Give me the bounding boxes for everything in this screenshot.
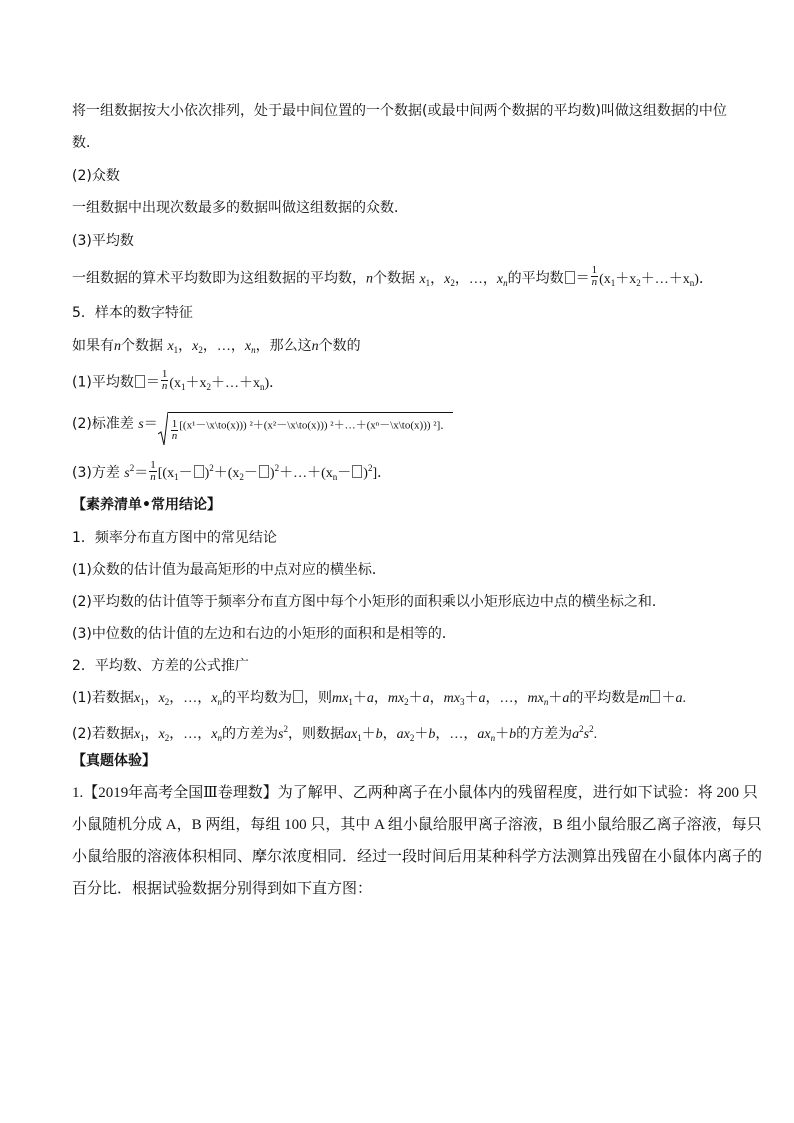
conclusion-mean: (2)平均数的估计值等于频率分布直方图中每个小矩形的面积乘以小矩形底边中点的横坐标之和． (72, 594, 666, 610)
x-bar-placeholder-icon (565, 271, 575, 284)
formula-generalization-heading: 2．平均数、方差的公式推广 (72, 658, 249, 674)
generalization-mean: (1)若数据$x_1$，$x_2$，…，$x_n$的平均数为 ，则$mx_1+a$，$mx_2+a$，$mx_3+a$，…，$mx_n+a$的平均数是m ＋a. (72, 690, 686, 707)
sample-intro: 如果有n个数据 $x_1$，$x_2$，…，$x_n$，那么这n个数的 (72, 338, 361, 355)
std-dev-formula: (2)标准差 s＝ $\frac{1}{n}$ [(x¹－\x\to(x))) ²＋(x²－\x\to(x))) ²＋…＋(xⁿ－\x\to(x))) ²]． (72, 412, 453, 436)
conclusion-mode: (1)众数的估计值为最高矩形的中点对应的横坐标． (72, 562, 386, 578)
exam-question-line-4: 百分比．根据试验数据分别得到如下直方图： (72, 881, 373, 897)
conclusion-median: (3)中位数的估计值的左边和右边的小矩形的面积和是相等的． (72, 626, 456, 642)
median-text-line-1: 将一组数据按大小依次排列，处于最中间位置的一个数据(或最中间两个数据的平均数)叫做这组数据的中位 (72, 103, 727, 119)
x-bar-placeholder-icon (650, 690, 660, 703)
exam-question-line-2: 小鼠随机分成 A，B 两组，每组 100 只，其中 A 组小鼠给服甲离子溶液，B 组小鼠给服乙离子溶液，每只 (72, 817, 762, 833)
exam-heading: 【真题体验】 (72, 753, 156, 769)
exam-question-line-1: 1.【2019年高考全国Ⅲ卷理数】为了解甲、乙两种离子在小鼠体内的残留程度，进行如下试验：将 200 只 (72, 785, 758, 801)
x-bar-placeholder-icon (352, 465, 362, 478)
exam-question-line-3: 小鼠给服的溶液体积相同、摩尔浓度相同．经过一段时间后用某种科学方法测算出残留在小鼠体内离子的 (72, 849, 763, 865)
fraction-1-over-n: $\frac{1}{n}$ (171, 418, 178, 442)
generalization-variance: (2)若数据$x_1$，$x_2$，…，$x_n$的方差为$s^2$，则数据$ax_1+b$，$ax_2+b$，…，$ax_n+b$的方差为$a^2s^2$. (72, 724, 598, 743)
x-bar-placeholder-icon (135, 375, 145, 388)
fraction-1-over-n: $\frac{1}{n}$ (591, 264, 598, 288)
histogram-conclusions-heading: 1．频率分布直方图中的常见结论 (72, 530, 277, 546)
fraction-1-over-n: $\frac{1}{n}$ (161, 368, 168, 392)
mode-heading: (2)众数 (72, 168, 120, 184)
radical-icon (158, 412, 168, 446)
x-bar-placeholder-icon (259, 465, 269, 478)
x-bar-placeholder-icon (293, 690, 303, 703)
mode-definition: 一组数据中出现次数最多的数据叫做这组数据的众数． (72, 200, 408, 216)
sample-mean-formula: (1)平均数 ＝ $\frac{1}{n}$ $(x_1+x_2+\dots+x_n)$． (72, 368, 284, 392)
mean-definition: 一组数据的算术平均数即为这组数据的平均数，n个数据 $x_1$，$x_2$，…，$x_n$的平均数 ＝ $\frac{1}{n}$ $(x_1+x_2+\dots+x_n)$． (72, 264, 713, 288)
mean-heading: (3)平均数 (72, 233, 134, 249)
sample-heading: 5．样本的数字特征 (72, 305, 193, 321)
conclusions-heading: 【素养清单•常用结论】 (72, 497, 221, 513)
fraction-1-over-n: $\frac{1}{n}$ (150, 458, 156, 483)
x-bar-placeholder-icon (194, 465, 204, 478)
square-root-sign: $\frac{1}{n}$ [(x¹－\x\to(x))) ²＋(x²－\x\to(x))) ²＋…＋(xⁿ－\x\to(x))) ²]． (158, 412, 453, 436)
median-text-line-2: 数． (72, 135, 100, 151)
variance-formula: (3)方差 $s^2=$ $\frac{1}{n}$ [$(x_1- )^2+(x_2-$ )$^2+\dots+(x_n- )^2$]． (72, 458, 392, 483)
